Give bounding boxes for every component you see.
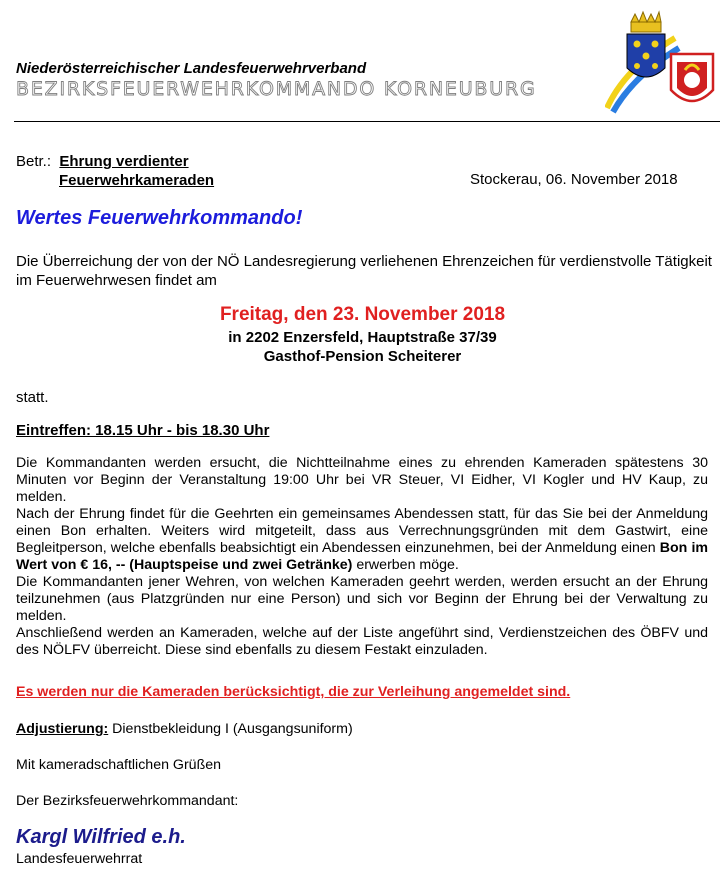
registration-notice: Es werden nur die Kameraden berücksichtigt, die zur Verleihung angemeldet sind. (16, 684, 571, 700)
place-and-date: Stockerau, 06. November 2018 (470, 171, 678, 188)
main-body-text (16, 455, 708, 659)
paragraph-dinner-end: erwerben möge. (352, 557, 459, 573)
subject-block (16, 152, 215, 189)
organization-name: Niederösterreichischer Landesfeuerwehrverband (16, 60, 367, 77)
signature-name: Kargl Wilfried e.h. (16, 826, 186, 848)
header-divider (14, 121, 720, 122)
dress-code-value: Dienstbekleidung I (Ausgangsuniform) (108, 721, 353, 737)
dinner-voucher-price: Bon im Wert von € 16, -- (Hauptspeise und zwei Getränke) (16, 540, 708, 573)
event-date: Freitag, den 23. November 2018 (219, 304, 506, 325)
salutation: Wertes Feuerwehrkommando! (16, 207, 303, 229)
paragraph-commanders: Die Kommandanten jener Wehren, von welchen Kameraden geehrt werden, werden ersucht an der Ehrung teilzunehmen (aus Platzgründen nur eine Person) und sich vor Beginn der Ehrung bei der Verwaltung zu melden. (16, 574, 708, 624)
subject-line-1: Ehrung verdienter (59, 153, 189, 170)
signer-title: Der Bezirksfeuerwehrkommandant: (16, 793, 239, 809)
paragraph-dinner (16, 506, 708, 574)
closing-regards: Mit kameradschaftlichen Grüßen (16, 757, 222, 773)
statt-text: statt. (16, 389, 49, 406)
fire-brigade-coat-of-arms-logo (605, 8, 725, 114)
dress-code (16, 721, 353, 737)
signer-rank: Landesfeuerwehrrat (16, 851, 143, 867)
paragraph-awards: Anschließend werden an Kameraden, welche auf der Liste angeführt sind, Verdienstzeichen des ÖBFV und des NÖLFV überreicht. Diese sind ebenfalls zu diesem Festakt einzuladen. (16, 625, 708, 658)
paragraph-dinner-start: Nach der Ehrung findet für die Geehrten ein gemeinsames Abendessen statt, für das Sie bei der Anmeldung einen Bon erhalten. Weiters wird mitgeteilt, dass aus Verrechnungsgründen mit dem Gastwirt, eine Begleitperson, welche ebenfalls beabsichtigt ein Abendessen einzunehmen, bei der Anmeldung einen (16, 506, 708, 556)
subject-prefix: Betr.: (16, 153, 52, 170)
event-address: in 2202 Enzersfeld, Hauptstraße 37/39 (228, 329, 497, 346)
dress-code-label: Adjustierung: (16, 721, 109, 737)
subject-line-2: Feuerwehrkameraden (59, 172, 215, 189)
event-venue: Gasthof-Pension Scheiterer (263, 348, 462, 365)
district-command-name: BEZIRKSFEUERWEHRKOMMANDO KORNEUBURG (16, 78, 537, 100)
arrival-time: Eintreffen: 18.15 Uhr - bis 18.30 Uhr (16, 422, 270, 439)
intro-paragraph: Die Überreichung der von der NÖ Landesregierung verliehenen Ehrenzeichen für verdienstvolle Tätigkeit im Feuerwehrwesen findet am (16, 253, 712, 289)
paragraph-cancellation: Die Kommandanten werden ersucht, die Nichtteilnahme eines zu ehrenden Kameraden spätestens 30 Minuten vor Beginn der Veranstaltung 19:00 Uhr bei VR Steuer, VI Eidher, VI Kogler und HV Kaup, zu melden. (16, 455, 708, 505)
